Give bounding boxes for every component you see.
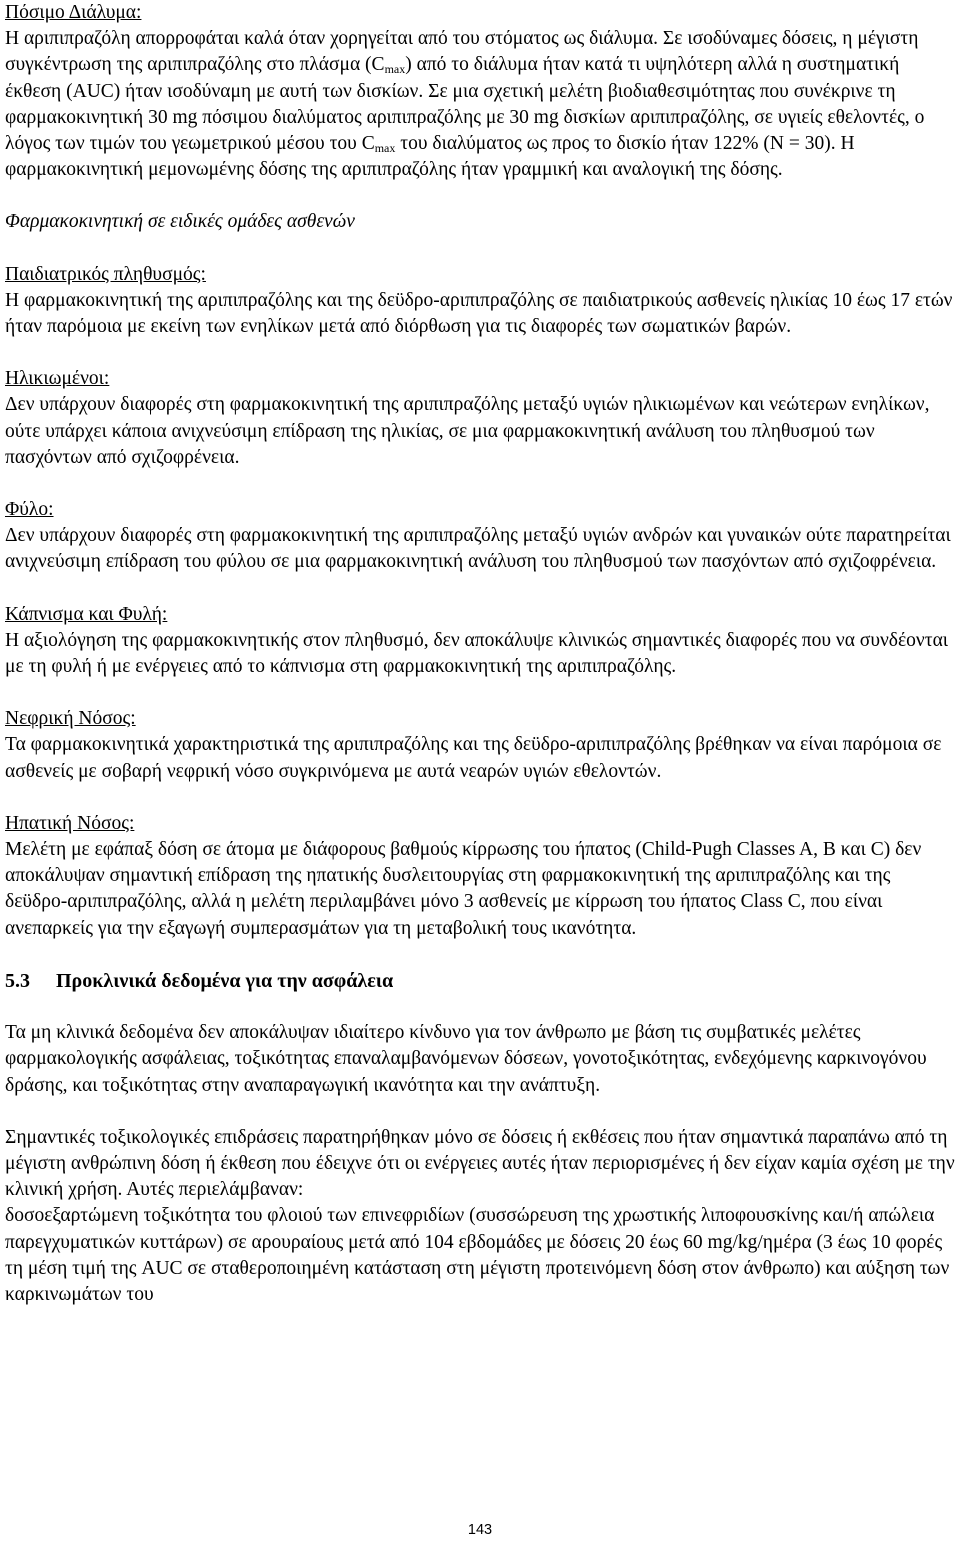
section-text: Τα φαρμακοκινητικά χαρακτηριστικά της αριπιπραζόλης και της δεϋδρο-αριπιπραζόλης βρέθηκαν να είναι παρόμοια σε ασθενείς με σοβαρή νεφρική νόσο συγκρινόμενα με αυτά νεαρών υγιών εθελοντών. (5, 734, 942, 782)
preclinical-para-2-line2: δοσοεξαρτώμενη τοξικότητα του φλοιού των επινεφριδίων (συσσώρευση της χρωστικής λιποφουσκίνης και/ή απώλεια παρεγχυματικών κυττάρων) σε αρουραίους μετά από 104 εβδομάδες με δόσεις 20 έως 60 mg/kg/ημέρα (3 έως 10 φορές τη μέση τιμή της AUC σε σταθεροποιημένη κατάσταση στη μέγιστη προτεινόμενη δόση στον άνθρωπο) και αύξηση των καρκινωμάτων του (5, 1205, 950, 1305)
section-heading: Κάπνισμα και Φυλή: (5, 603, 168, 625)
oral-solution-text-c: του διαλύματος ως προς το δισκίο ήταν 122% (N = 30). Η φαρμακοκινητική μεμονωμένης δόσης της αριπιπραζόλης ήταν γραμμική και αναλογική της δόσης. (5, 133, 855, 181)
section-heading: Παιδιατρικός πληθυσμός: (5, 263, 206, 285)
section-text: Η αξιολόγηση της φαρμακοκινητικής στον πληθυσμό, δεν αποκάλυψε κλινικώς σημαντικές διαφορές που να συνδέονται με τη φυλή ή με ενέργειες από το κάπνισμα στη φαρμακοκινητική της αριπιπραζόλης. (5, 629, 949, 678)
section-heading: Νεφρική Νόσος: (5, 708, 136, 730)
cmax-subscript: max (374, 141, 396, 156)
section-hepatic (5, 811, 957, 942)
document-body (5, 0, 957, 1308)
page-number: 143 (467, 1522, 493, 1538)
section-renal (5, 706, 957, 785)
special-groups-title: Φαρμακοκινητική σε ειδικές ομάδες ασθενών (5, 211, 355, 233)
section-pediatric (5, 262, 957, 341)
section-text: Δεν υπάρχουν διαφορές στη φαρμακοκινητική της αριπιπραζόλης μεταξύ υγιών ανδρών και γυναικών ούτε παρατηρείται ανιχνεύσιμη επίδραση του φύλου σε μια φαρμακοκινητική ανάλυση του πληθυσμού των πασχόντων από σχιζοφρένεια. (5, 525, 951, 573)
preclinical-para-2 (5, 1125, 957, 1308)
oral-solution-text-b: ) από το διάλυμα ήταν κατά τι υψηλότερη αλλά η συστηματική έκθεση (AUC) ήταν ισοδύναμη με αυτή των δισκίων. Σε μια σχετική μελέτη βιοδιαθεσιμότητας που συνέκρινε τη φαρμακοκινητική 30 mg πόσιμου διαλύματος αριπιπραζόλης με 30 mg δισκίων αριπιπραζόλης, σε υγιείς εθελοντές, ο λόγος των τιμών του γεωμετρικού μέσου του C (5, 54, 925, 155)
section-smoking-race (5, 602, 957, 681)
section-text: Η φαρμακοκινητική της αριπιπραζόλης και της δεϋδρο-αριπιπραζόλης σε παιδιατρικούς ασθενείς ηλικίας 10 έως 17 ετών ήταν παρόμοια με εκείνη των ενηλίκων μετά από διόρθωση για τις διαφορές των σωματικών βαρών. (5, 289, 953, 338)
section-text: Δεν υπάρχουν διαφορές στη φαρμακοκινητική της αριπιπραζόλης μεταξύ υγιών ηλικιωμένων και νεώτερων ενηλίκων, ούτε υπάρχει κάποια ανιχνεύσιμη επίδραση της ηλικίας, σε μια φαρμακοκινητική ανάλυση του πληθυσμού των πασχόντων από σχιζοφρένεια. (5, 394, 930, 468)
section-number: 5.3 (5, 969, 30, 992)
section-gender (5, 497, 957, 576)
section-5-3-title (5, 968, 957, 994)
oral-solution-section (5, 0, 957, 183)
oral-solution-text-a: Η αριπιπραζόλη απορροφάται καλά όταν χορηγείται από του στόματος ως διάλυμα. Σε ισοδύναμες δόσεις, η μέγιστη συγκέντρωση της αριπιπραζόλης στο πλάσμα (C (5, 28, 919, 76)
preclinical-para-2-line1: Σημαντικές τοξικολογικές επιδράσεις παρατηρήθηκαν μόνο σε δόσεις ή εκθέσεις που ήταν σημαντικά παραπάνω από τη μέγιστη ανθρώπινη δόση ή έκθεση που έδειχνε ότι οι ενέργειες αυτές ήταν περιορισμένες ή δεν είχαν καμία σχέση με την κλινική χρήση. Αυτές περιελάμβαναν: (5, 1126, 955, 1201)
preclinical-para-1: Τα μη κλινικά δεδομένα δεν αποκάλυψαν ιδιαίτερο κίνδυνο για τον άνθρωπο με βάση τις συμβατικές μελέτες φαρμακολογικής ασφάλειας, τοξικότητας επαναλαμβανόμενων δόσεων, γονοτοξικότητας, ενδεχόμενης καρκινογόνου δράσης, και τοξικότητας στην αναπαραγωγική ικανότητα και την ανάπτυξη. (5, 1022, 927, 1096)
oral-solution-heading: Πόσιμο Διάλυμα: (5, 2, 142, 23)
section-heading: Ηλικιωμένοι: (5, 368, 110, 390)
section-heading: Φύλο: (5, 499, 54, 521)
section-elderly (5, 366, 957, 471)
section-title-text: Προκλινικά δεδομένα για την ασφάλεια (56, 969, 394, 992)
section-text: Μελέτη με εφάπαξ δόση σε άτομα με διάφορους βαθμούς κίρρωσης του ήπατος (Child-Pugh Classes A, B και C) δεν αποκάλυψαν σημαντική επίδραση της ηπατικής δυσλειτουργίας στη φαρμακοκινητική της αριπιπραζόλης και της δεϋδρο-αριπιπραζόλης, αλλά η μελέτη περιλαμβάνει μόνο 3 ασθενείς με κίρρωση του ήπατος Class C, που είναι ανεπαρκείς για την εξαγωγή συμπερασμάτων για τη μεταβολική τους ικανότητα. (5, 839, 922, 939)
cmax-subscript: max (384, 62, 406, 77)
section-heading: Ηπατική Νόσος: (5, 812, 135, 834)
oral-solution-text (5, 26, 957, 183)
